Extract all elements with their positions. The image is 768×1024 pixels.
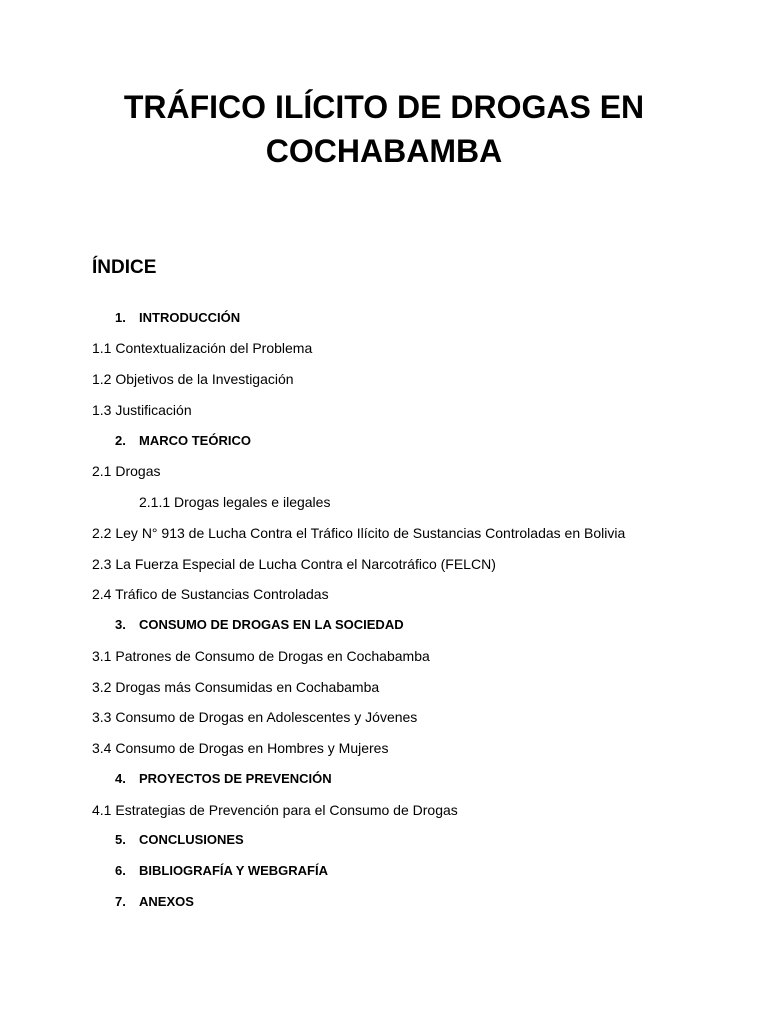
toc-item-3-3: 3.3 Consumo de Drogas en Adolescentes y Jóvenes: [92, 709, 418, 725]
toc-section-number: 2.: [115, 433, 126, 448]
toc-section-number: 5.: [115, 832, 126, 847]
toc-item-3-2: 3.2 Drogas más Consumidas en Cochabamba: [92, 679, 380, 695]
toc-section-label: ANEXOS: [139, 894, 194, 909]
toc-section-label: PROYECTOS DE PREVENCIÓN: [139, 771, 332, 786]
toc-item-4-1: 4.1 Estrategias de Prevención para el Consumo de Drogas: [92, 802, 458, 818]
toc-item-3-1: 3.1 Patrones de Consumo de Drogas en Cochabamba: [92, 648, 430, 664]
toc-item-2-1-1: 2.1.1 Drogas legales e ilegales: [139, 494, 331, 510]
toc-section-number: 6.: [115, 863, 126, 878]
toc-item-2-1: 2.1 Drogas: [92, 463, 161, 479]
toc-item-1-1: 1.1 Contextualización del Problema: [92, 340, 313, 356]
toc-item-3-4: 3.4 Consumo de Drogas en Hombres y Mujeres: [92, 740, 389, 756]
title-line-2: COCHABAMBA: [265, 133, 503, 169]
toc-section-label: CONSUMO DE DROGAS EN LA SOCIEDAD: [139, 617, 404, 632]
toc-section-number: 1.: [115, 310, 126, 325]
toc-item-1-3: 1.3 Justificación: [92, 402, 192, 418]
toc-item-2-3: 2.3 La Fuerza Especial de Lucha Contra el Narcotráfico (FELCN): [92, 556, 496, 572]
document-title: [60, 85, 708, 173]
toc-section-7: [115, 893, 194, 911]
toc-item-2-4: 2.4 Tráfico de Sustancias Controladas: [92, 586, 329, 602]
toc-section-1: [115, 309, 240, 327]
title-line-1: TRÁFICO ILÍCITO DE DROGAS EN: [123, 89, 645, 125]
toc-section-label: BIBLIOGRAFÍA Y WEBGRAFÍA: [139, 863, 328, 878]
toc-section-2: [115, 432, 251, 450]
index-heading: ÍNDICE: [92, 257, 157, 278]
toc-section-number: 7.: [115, 894, 126, 909]
toc-item-2-2: 2.2 Ley N° 913 de Lucha Contra el Tráfico Ilícito de Sustancias Controladas en Bolivia: [92, 525, 626, 541]
toc-section-label: CONCLUSIONES: [139, 832, 244, 847]
toc-section-number: 3.: [115, 617, 126, 632]
toc-section-4: [115, 770, 332, 788]
toc-section-label: INTRODUCCIÓN: [139, 310, 241, 325]
toc-item-1-2: 1.2 Objetivos de la Investigación: [92, 371, 294, 387]
toc-section-6: [115, 862, 328, 880]
toc-section-3: [115, 616, 404, 634]
toc-section-5: [115, 831, 244, 849]
toc-section-number: 4.: [115, 771, 126, 786]
toc-section-label: MARCO TEÓRICO: [139, 433, 251, 448]
